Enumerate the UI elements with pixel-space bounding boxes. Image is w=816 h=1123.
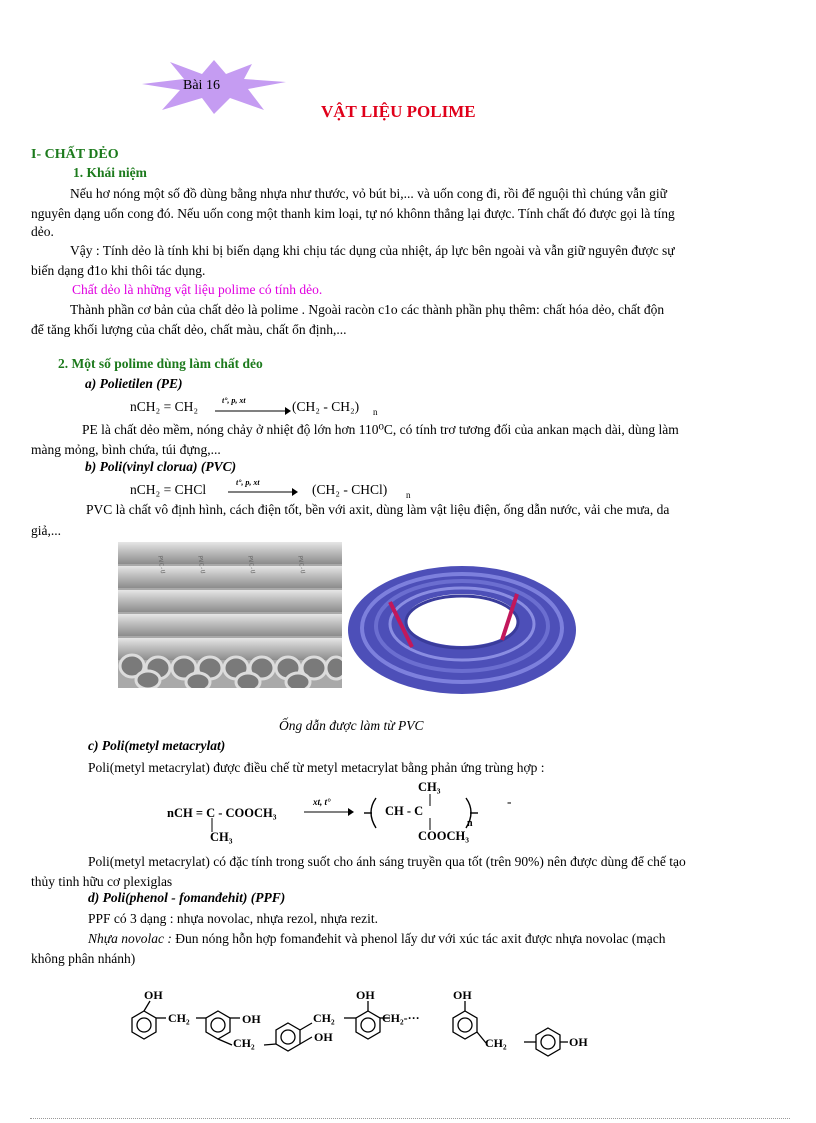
reaction-arrow	[215, 406, 291, 416]
paragraph-line: Poli(metyl metacrylat) có đặc tính trong suốt cho ánh sáng truyền qua tốt (trên 90%) nên được dùng để chế tạo	[88, 854, 686, 869]
image-caption: Ống dẫn được làm từ PVC	[279, 718, 424, 733]
paragraph-line: Nếu hơ nóng một số đồ dùng bằng nhựa như thước, vỏ bút bi,... và uốn cong đi, rồi để nguội thì chúng vẫn giữ	[70, 186, 667, 201]
footer-divider	[30, 1118, 790, 1119]
pmm-heading: c) Poli(metyl metacrylat)	[88, 738, 226, 753]
paragraph-line: thủy tinh hữu cơ plexiglas	[31, 874, 173, 889]
subsection-heading: 1. Khái niệm	[73, 165, 147, 180]
novolac-line	[88, 929, 665, 949]
pmm-product-top: CH₃	[418, 780, 441, 794]
svg-text:PVC-U: PVC-U	[246, 555, 257, 575]
pe-subscript-n: n	[373, 407, 378, 417]
novolac-text: Đun nóng hỗn hợp fomanđehit và phenol lấy dư với xúc tác axit được nhựa novolac (mạch	[171, 931, 666, 946]
page-title: VẬT LIỆU POLIME	[321, 102, 476, 121]
paragraph-line: Thành phần cơ bản của chất dẻo là polime . Ngoài racòn c1o các thành phần phụ thêm: chất hóa dẻo, chất độn	[70, 302, 665, 317]
pe-product: (CH₂ - CH₂)	[292, 399, 360, 414]
paragraph-line: dẻo.	[31, 224, 54, 239]
ch2-label: CH₂	[313, 1011, 335, 1025]
pe-reactant: nCH₂ = CH₂	[130, 399, 199, 414]
pvc-product: (CH₂ - CHCl)	[312, 482, 388, 497]
ch2-label: CH₂	[168, 1011, 190, 1025]
ppf-heading: d) Poli(phenol - fomanđehit) (PPF)	[88, 890, 286, 905]
lesson-number: Bài 16	[183, 78, 220, 93]
pmm-reactant: nCH = C - COOCH₃	[167, 806, 277, 820]
paragraph-line: PPF có 3 dạng : nhựa novolac, nhựa rezol, nhựa rezit.	[88, 911, 379, 926]
ch2-label: CH₂	[485, 1036, 507, 1050]
paragraph-line: nguyên dạng uốn cong đó. Nếu uốn cong một thanh kim loại, tự nó khônn thẳng lại được. Tính chất đó được gọi là tíng	[31, 206, 675, 221]
paragraph-line: Poli(metyl metacrylat) được điều chế từ metyl metacrylat bằng phản ứng trùng hợp :	[88, 760, 545, 775]
pmm-condition: xt, t°	[313, 797, 331, 807]
oh-label: OH	[453, 988, 472, 1002]
stray-dash: -	[507, 794, 512, 809]
pvc-condition: t°, p, xt	[236, 478, 260, 487]
svg-text:PVC-U: PVC-U	[296, 555, 307, 575]
pvc-subscript-n: n	[406, 490, 411, 500]
subsection-heading: 2. Một số polime dùng làm chất dẻo	[58, 356, 263, 371]
novolac-structure-diagram	[120, 985, 600, 1065]
oh-label: OH	[242, 1012, 261, 1026]
pmm-product-bottom: COOCH₃	[418, 829, 469, 843]
ch2-label: CH₂	[233, 1036, 255, 1050]
paragraph-line: Vậy : Tính dẻo là tính khi bị biến dạng khi chịu tác dụng của nhiệt, áp lực bên ngoài và vẫn giữ nguyên được sự	[70, 243, 675, 258]
paragraph-line: không phân nhánh)	[31, 951, 136, 966]
oh-label: OH	[144, 988, 163, 1002]
paragraph-line: PVC là chất vô định hình, cách điện tốt, bền với axit, dùng làm vật liệu điện, ống dẫn nước, vải che mưa, da	[86, 502, 670, 517]
pvc-hose-coil-image	[342, 542, 598, 700]
ch2-chain-label: CH₂-···	[382, 1011, 420, 1025]
paragraph-line: biến dạng đ1o khi thôi tác dụng.	[31, 263, 206, 278]
pmm-product-mid: CH - C	[385, 804, 424, 818]
definition-highlight: Chất dẻo là những vật liệu polime có tính dẻo.	[72, 282, 323, 297]
pvc-reactant: nCH₂ = CHCl	[130, 482, 207, 497]
svg-text:PVC-U: PVC-U	[196, 555, 207, 575]
section-heading: I- CHẤT DẺO	[31, 147, 119, 162]
reaction-arrow	[304, 807, 354, 817]
oh-label: OH	[356, 988, 375, 1002]
svg-text:PVC-U: PVC-U	[156, 555, 167, 575]
pvc-heading: b) Poli(vinyl clorua) (PVC)	[85, 459, 237, 474]
paragraph-line: màng mỏng, bình chứa, túi đựng,...	[31, 442, 221, 457]
reaction-arrow	[228, 487, 298, 497]
oh-label: OH	[314, 1030, 333, 1044]
pvc-pipes-image	[118, 542, 342, 688]
paragraph-line: để tăng khối lượng của chất dẻo, chất màu, chất ổn định,...	[31, 322, 347, 337]
pe-heading: a) Polietilen (PE)	[85, 376, 183, 391]
paragraph-line: giả,...	[31, 523, 61, 538]
paragraph-line: PE là chất dẻo mềm, nóng chảy ở nhiệt độ lớn hơn 110⁰C, có tính trơ tương đối của ankan mạch dài, dùng làm	[82, 422, 679, 437]
pe-condition: t°, p, xt	[222, 396, 246, 405]
novolac-label: Nhựa novolac :	[88, 931, 172, 946]
pmm-product-n: n	[467, 818, 473, 829]
oh-label: OH	[569, 1035, 588, 1049]
pmm-methyl-sub: CH₃	[210, 830, 233, 844]
